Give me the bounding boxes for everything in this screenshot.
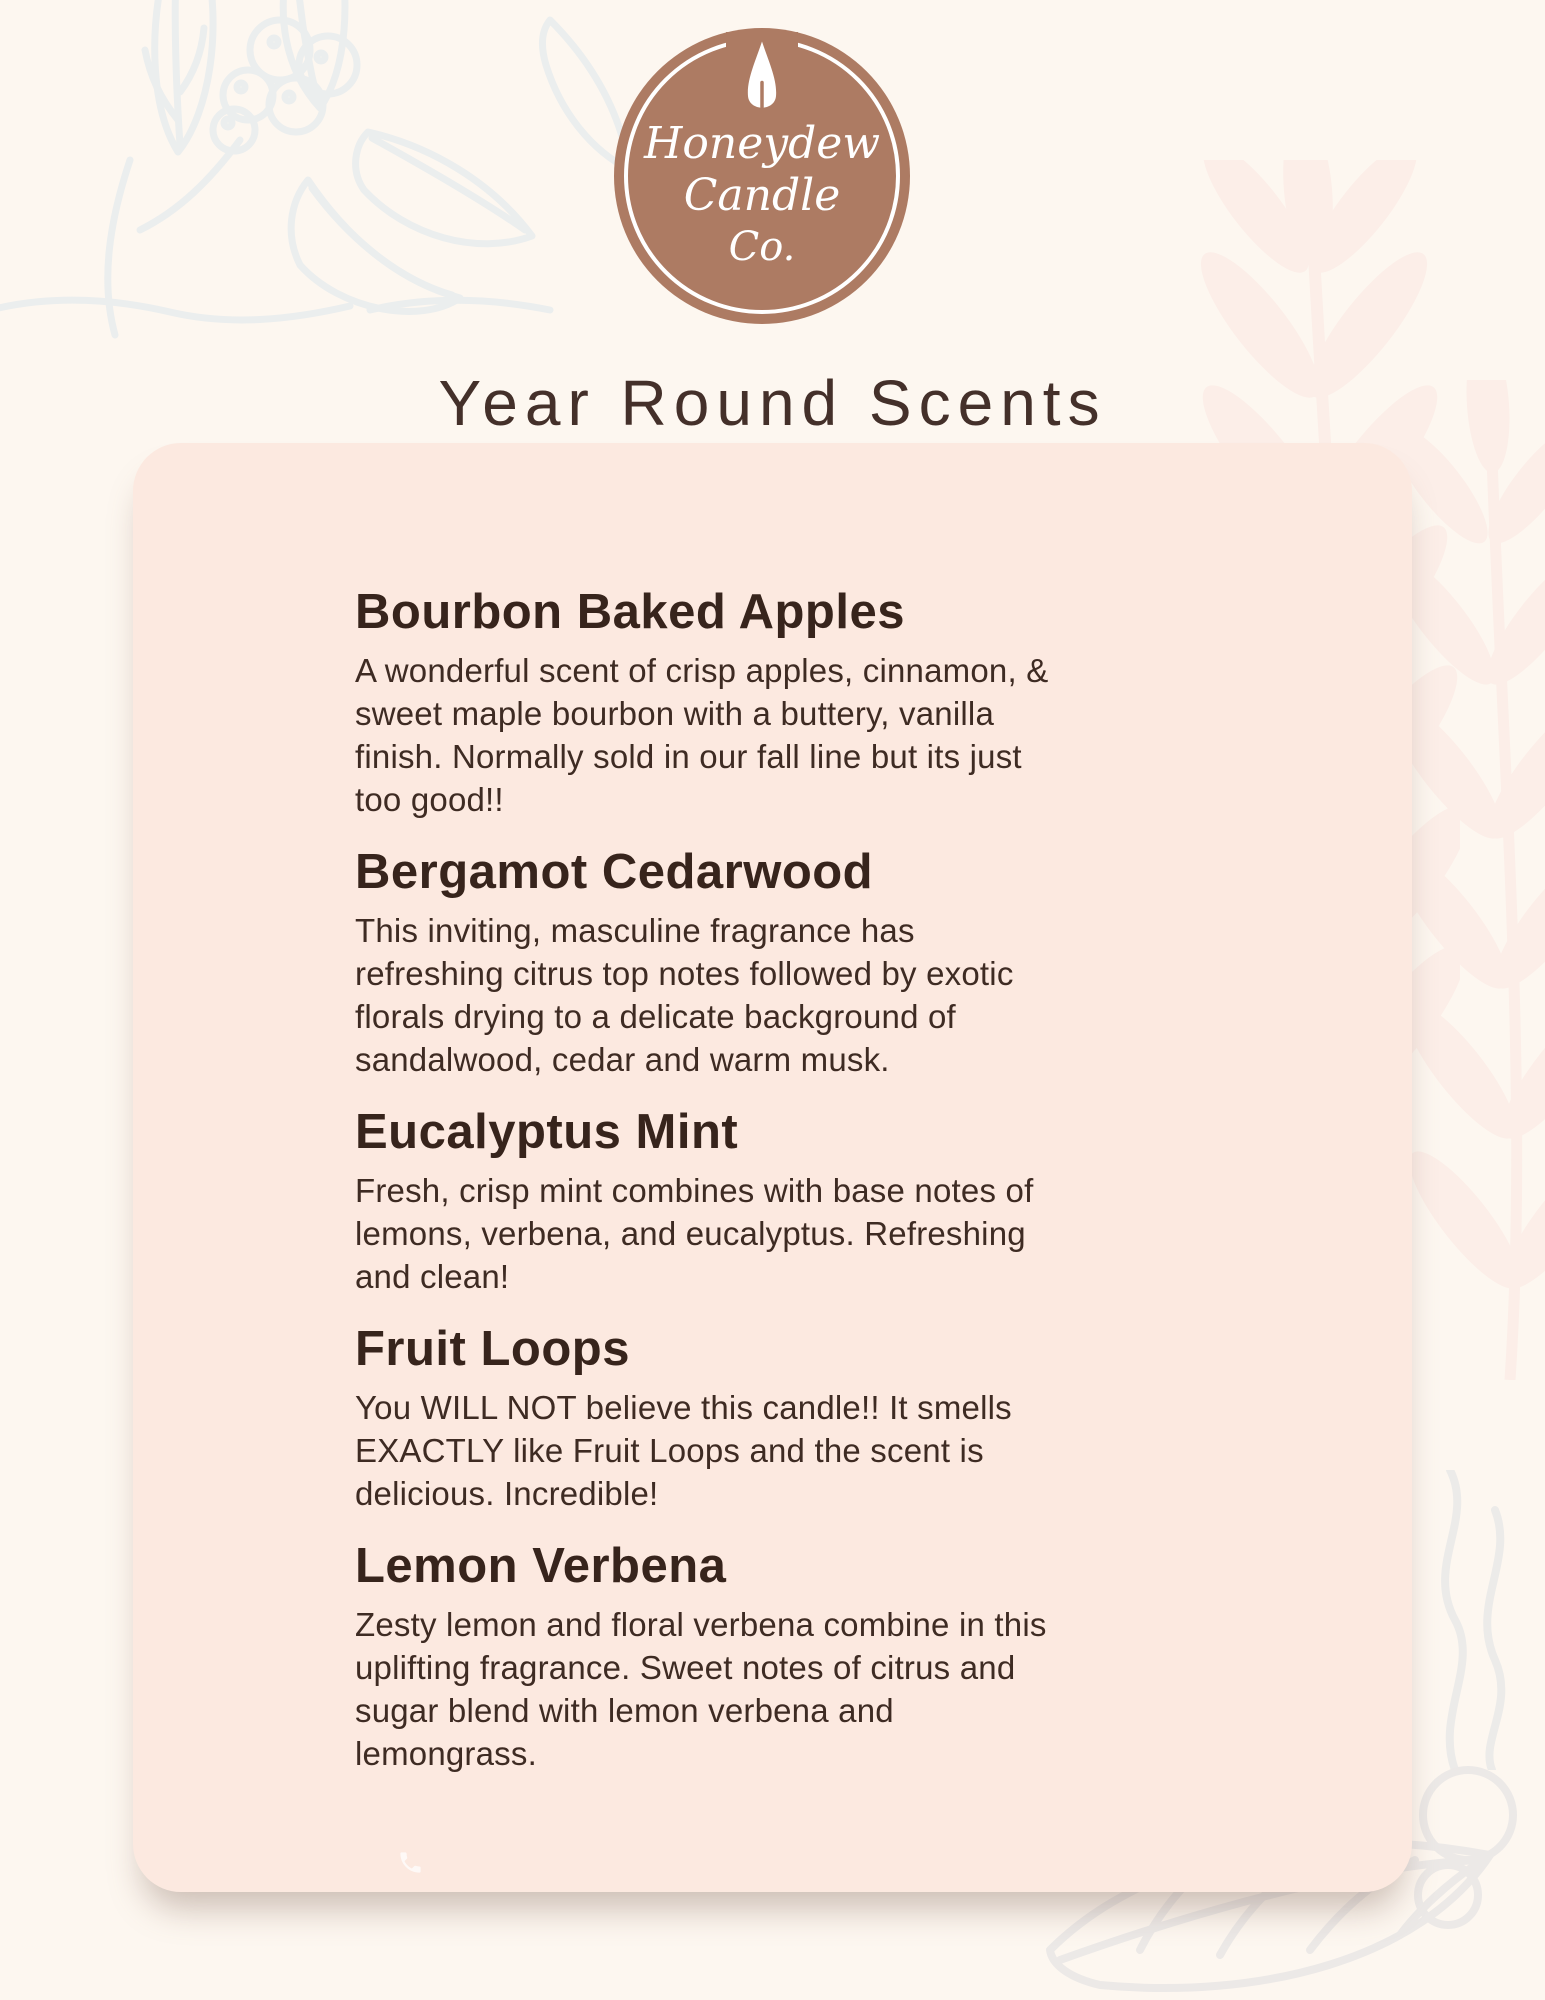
scent-section-fruit-loops — [355, 1320, 1050, 1515]
logo-line-co: Co. — [728, 224, 796, 270]
scents-card — [133, 443, 1412, 1892]
stem-line-art-icon — [1420, 1470, 1545, 1770]
scent-section-bourbon-baked-apples — [355, 583, 1050, 821]
page-title: Year Round Scents — [438, 367, 1107, 439]
fern-leaf-silhouette-icon — [1400, 380, 1545, 1380]
coffee-branch-line-art-icon — [0, 0, 630, 400]
brand-logo — [614, 28, 910, 324]
scent-section-bergamot-cedarwood — [355, 843, 1050, 1081]
scent-name: Lemon Verbena — [355, 1539, 727, 1593]
scent-description: This inviting, masculine fragrance has refreshing citrus top notes followed by exotic florals drying to a delicate background of sandalwood, cedar and warm musk. — [355, 912, 1014, 1078]
logo-wordmark — [614, 28, 910, 272]
phone-icon — [397, 1849, 424, 1876]
scent-description: You WILL NOT believe this candle!! It smells EXACTLY like Fruit Loops and the scent is delicious. Incredible! — [355, 1389, 1012, 1512]
logo-line-honeydew: Honeydew — [644, 118, 880, 169]
scent-name: Fruit Loops — [355, 1322, 630, 1376]
scent-name: Bergamot Cedarwood — [355, 845, 874, 899]
logo-line-candle: Candle — [683, 170, 841, 221]
scent-name: Bourbon Baked Apples — [355, 585, 905, 639]
scent-section-eucalyptus-mint — [355, 1103, 1050, 1298]
scent-description: Fresh, crisp mint combines with base notes of lemons, verbena, and eucalyptus. Refreshing and clean! — [355, 1172, 1034, 1295]
scent-list — [355, 583, 1050, 1775]
scent-name: Eucalyptus Mint — [355, 1105, 739, 1159]
scent-description: A wonderful scent of crisp apples, cinnamon, & sweet maple bourbon with a buttery, vanilla finish. Normally sold in our fall line but its just too good!! — [355, 652, 1049, 818]
scent-description: Zesty lemon and floral verbena combine in this uplifting fragrance. Sweet notes of citrus and sugar blend with lemon verbena and lemongrass. — [355, 1606, 1047, 1772]
scent-section-lemon-verbena — [355, 1537, 1050, 1775]
